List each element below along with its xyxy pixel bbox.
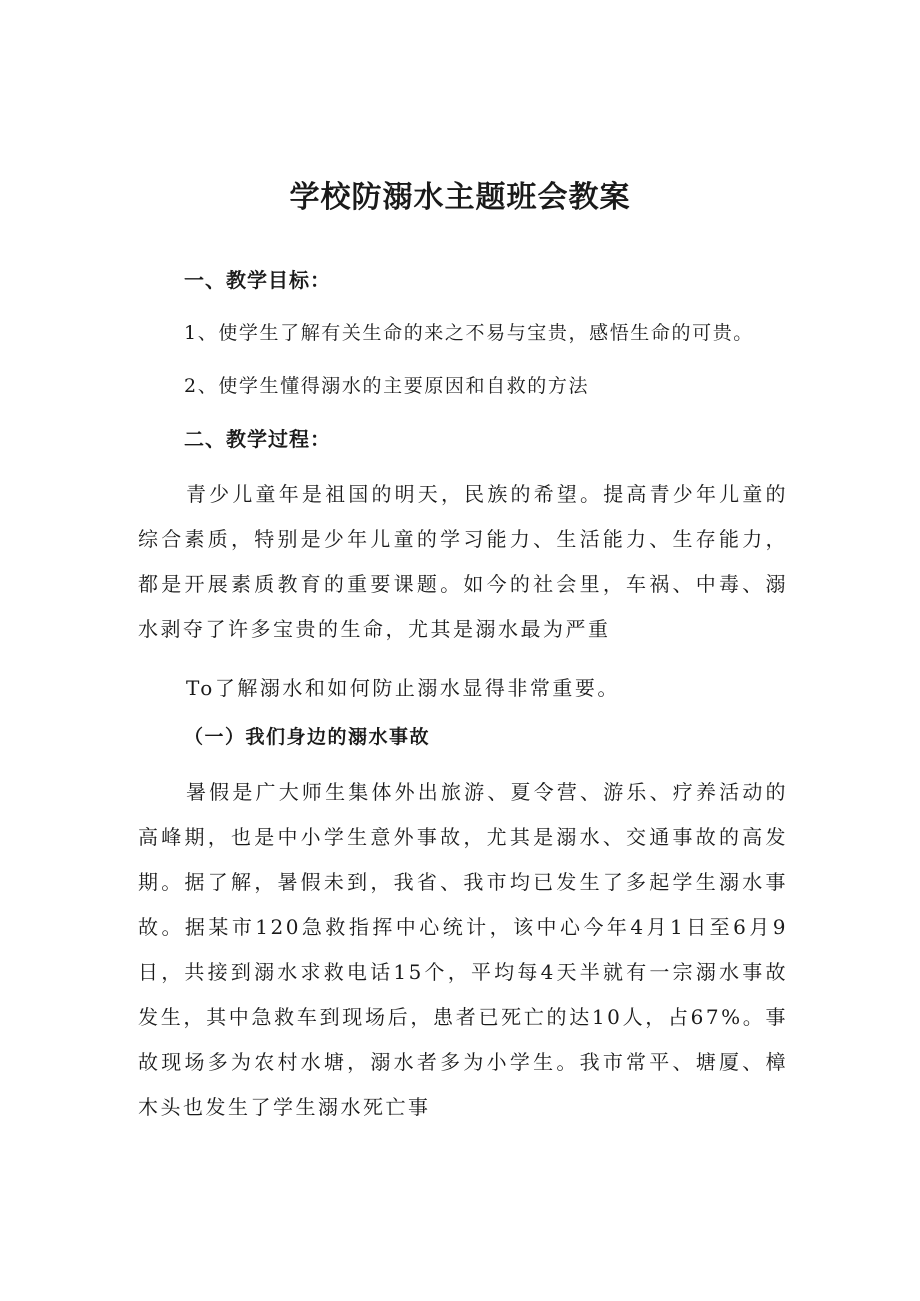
section-heading-goals: 一、教学目标： — [184, 268, 331, 292]
goal-item: 1、使学生了解有关生命的来之不易与宝贵，感悟生命的可贵。 — [184, 322, 754, 344]
body-paragraph: 暑假是广大师生集体外出旅游、夏令营、游乐、疗养活动的高峰期，也是中小学生意外事故，尤其是溺水、交通事故的高发期。据了解，暑假未到，我省、我市均已发生了多起学生溺水事故。据某市120急救指挥中心统计，该中心今年4月1日至6月9日，共接到溺水求救电话15个，平均每4天半就有一宗溺水事故发生，其中急救车到现场后，患者已死亡的达10人，占67%。事故现场多为农村水塘，溺水者多为小学生。我市常平、塘厦、樟木头也发生了学生溺水死亡事 — [138, 780, 788, 1119]
document-title: 学校防溺水主题班会教案 — [289, 180, 631, 215]
subsection-heading: （一）我们身边的溺水事故 — [184, 726, 431, 748]
body-paragraph: 青少儿童年是祖国的明天，民族的希望。提高青少年儿童的综合素质，特别是少年儿童的学习能力、生活能力、生存能力，都是开展素质教育的重要课题。如今的社会里，车祸、中毒、溺水剥夺了许多宝贵的生命，尤其是溺水最为严重 — [138, 482, 788, 641]
goal-item: 2、使学生懂得溺水的主要原因和自救的方法 — [184, 375, 590, 397]
body-paragraph: To了解溺水和如何防止溺水显得非常重要。 — [186, 676, 620, 700]
section-heading-process: 二、教学过程： — [184, 427, 331, 451]
